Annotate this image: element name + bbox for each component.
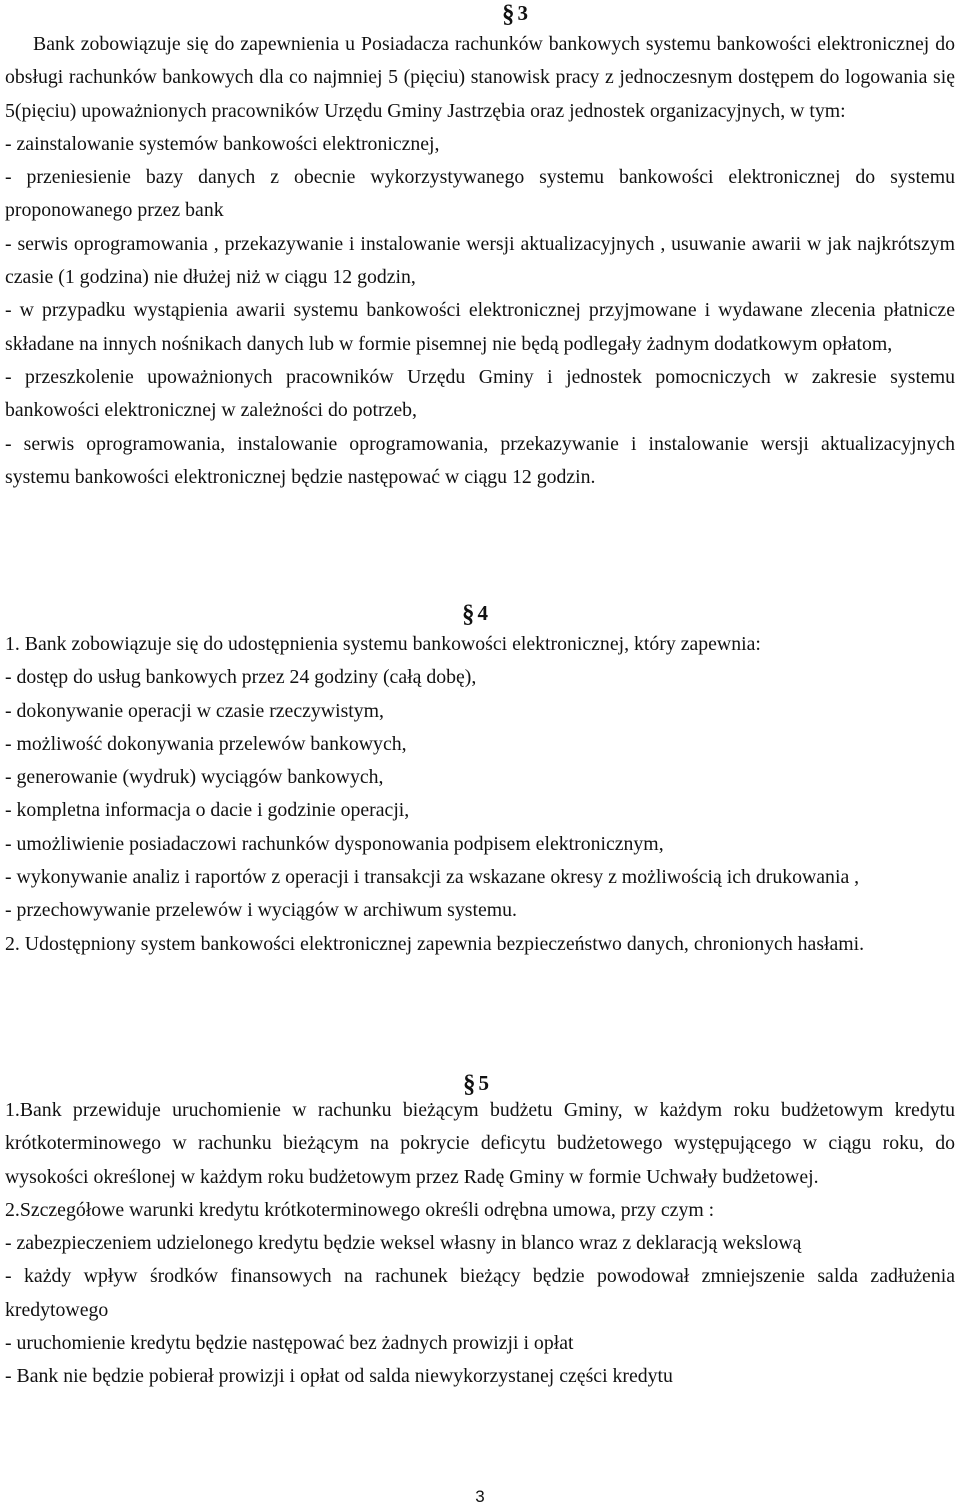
list-item: - dokonywanie operacji w czasie rzeczywistym, — [5, 699, 384, 722]
paragraph: 2.Szczegółowe warunki kredytu krótkoterminowego określi odrębna umowa, przy czym : — [5, 1198, 715, 1221]
section-heading-4 — [0, 600, 960, 628]
paragraph: 1.Bank przewiduje uruchomienie w rachunku bieżącym budżetu Gminy, w każdym roku budżetowym kredytu krótkoterminowego w rachunku bieżącym na pokrycie deficytu budżetowego występującego w ciągu roku, do wysokości określonej w każdym roku budżetowym przez Radę Gminy w formie Uchwały budżetowej. — [5, 1099, 955, 1188]
paragraph: 1. Bank zobowiązuje się do udostępnienia systemu bankowości elektronicznej, który zapewnia: — [5, 633, 761, 655]
section-sign: § — [463, 1071, 476, 1098]
page-number: 3 — [475, 1487, 485, 1506]
section-4-body — [5, 628, 955, 961]
section-sign: § — [502, 1, 515, 28]
list-item: - serwis oprogramowania , przekazywanie i instalowanie wersji aktualizacyjnych , usuwanie awarii w jak najkrótszym czasie (1 godzina) nie dłużej niż w ciągu 12 godzin, — [5, 232, 955, 289]
paragraph: 2. Udostępniony system bankowości elektronicznej zapewnia bezpieczeństwo danych, chronionych hasłami. — [5, 932, 865, 955]
section-3-body — [5, 28, 955, 494]
list-item: - przeszkolenie upoważnionych pracowników Urzędu Gminy i jednostek pomocniczych w zakresie systemu bankowości elektronicznej w zależności do potrzeb, — [5, 365, 955, 422]
list-item: - serwis oprogramowania, instalowanie oprogramowania, przekazywanie i instalowanie wersji aktualizacyjnych systemu bankowości elektronicznej będzie następować w ciągu 12 godzin. — [5, 432, 955, 488]
section-heading-3 — [0, 0, 960, 28]
list-item: - dostęp do usług bankowych przez 24 godziny (całą dobę), — [5, 666, 477, 689]
section-sign: § — [462, 601, 475, 628]
list-item: - przechowywanie przelewów i wyciągów w archiwum systemu. — [5, 899, 517, 922]
list-item: - uruchomienie kredytu będzie następować bez żadnych prowizji i opłat — [5, 1332, 574, 1355]
list-item: - możliwość dokonywania przelewów bankowych, — [5, 732, 407, 755]
list-item: - wykonywanie analiz i raportów z operacji i transakcji za wskazane okresy z możliwością ich drukowania , — [5, 866, 860, 889]
paragraph: Bank zobowiązuje się do zapewnienia u Posiadacza rachunków bankowych systemu bankowości elektronicznej do obsługi rachunków bankowych dla co najmniej 5 (pięciu) stanowisk pracy z jednoczesnym dostępem do logowania się 5(pięciu) upoważnionych pracowników Urzędu Gminy Jastrzębia oraz jednostek organizacyjnych, w tym: — [5, 33, 955, 122]
list-item: - zainstalowanie systemów bankowości elektronicznej, — [5, 132, 440, 155]
list-item: - umożliwienie posiadaczowi rachunków dysponowania podpisem elektronicznym, — [5, 832, 664, 855]
list-item: - każdy wpływ środków finansowych na rachunek bieżący będzie powodował zmniejszenie salda zadłużenia kredytowego — [5, 1265, 955, 1321]
section-number: 3 — [517, 1, 528, 25]
section-5-body — [5, 1094, 955, 1394]
section-number: 5 — [478, 1071, 489, 1095]
list-item: - Bank nie będzie pobierał prowizji i opłat od salda niewykorzystanej części kredytu — [5, 1365, 673, 1388]
list-item: - w przypadku wystąpienia awarii systemu bankowości elektronicznej przyjmowane i wydawane zlecenia płatnicze składane na innych nośnikach danych lub w formie pisemnej nie będą podlegały żadnym dodatkowym opłatom, — [5, 299, 955, 355]
section-number: 4 — [477, 601, 488, 625]
list-item: - generowanie (wydruk) wyciągów bankowych, — [5, 766, 384, 789]
list-item: - zabezpieczeniem udzielonego kredytu będzie weksel własny in blanco wraz z deklaracją wekslową — [5, 1232, 802, 1255]
list-item: - przeniesienie bazy danych z obecnie wykorzystywanego systemu bankowości elektronicznej do systemu proponowanego przez bank — [5, 166, 955, 222]
list-item: - kompletna informacja o dacie i godzinie operacji, — [5, 799, 410, 822]
